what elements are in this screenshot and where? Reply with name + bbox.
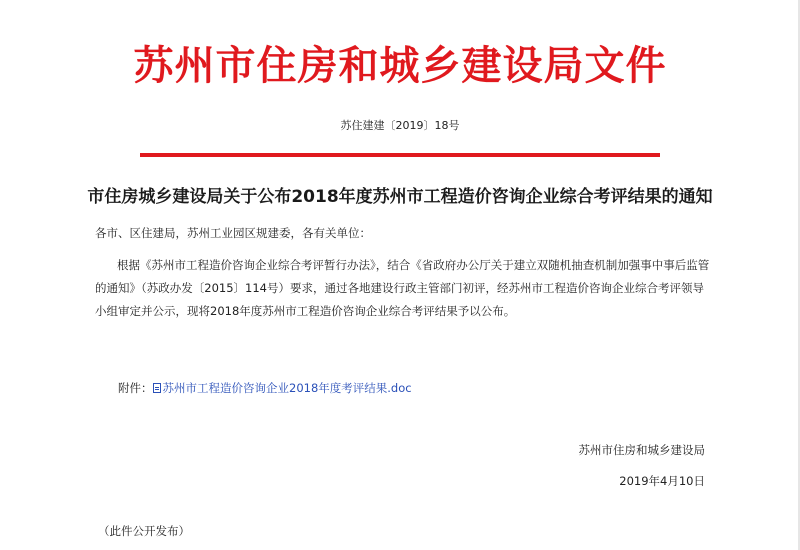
notice-title: 市住房城乡建设局关于公布2018年度苏州市工程造价咨询企业综合考评结果的通知: [87, 187, 713, 207]
signer-organization: 苏州市住房和城乡建设局: [578, 443, 705, 457]
salutation: 各市、区住建局，苏州工业园区规建委，各有关单位：: [95, 226, 371, 240]
document-number: 苏住建建〔2019〕18号: [340, 119, 460, 132]
publication-note: （此件公开发布）: [98, 524, 190, 538]
body-paragraph: 根据《苏州市工程造价咨询企业综合考评暂行办法》，结合《省政府办公厅关于建立双随机抽查机制加强事中事后监管的通知》（苏政办发〔2015〕114号）要求，通过各地建设行政主管部门初评，经苏州市工程造价咨询企业综合考评领导小组审定并公示，现将2018年度苏州市工程造价咨询企业综合考评结果予以公布。: [95, 258, 710, 318]
document-masthead: 苏州市住房和城乡建设局文件: [133, 42, 667, 89]
attachment-link[interactable]: [153, 381, 412, 395]
attachment-file-name: 苏州市工程造价咨询企业2018年度考评结果.doc: [162, 381, 412, 395]
doc-file-icon: [153, 383, 161, 393]
red-divider-line: [140, 153, 660, 157]
signing-date: 2019年4月10日: [619, 474, 705, 488]
attachment-label: 附件：: [118, 381, 153, 395]
attachment-line: [118, 379, 412, 397]
